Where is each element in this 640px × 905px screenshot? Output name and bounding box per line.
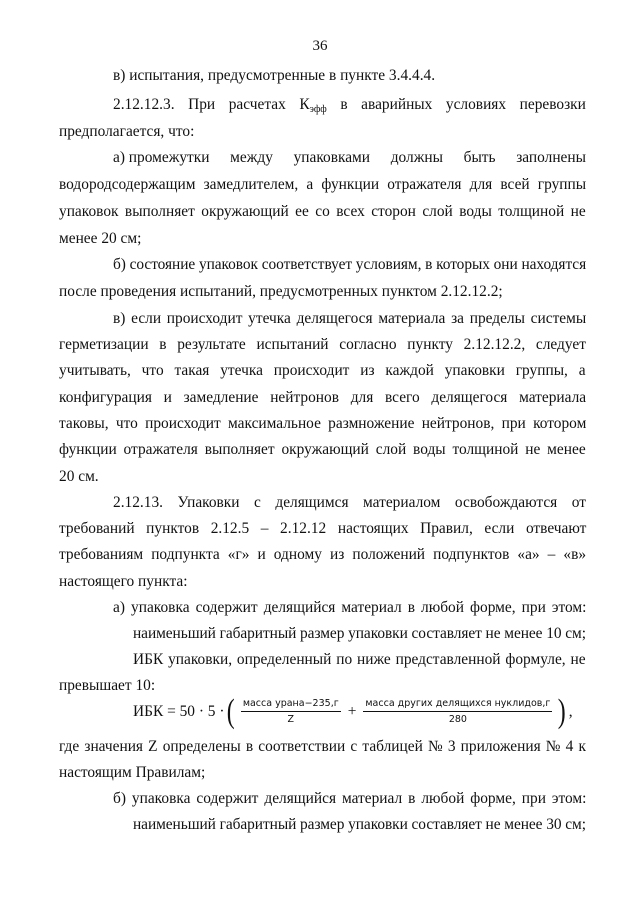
text-line: в) испытания, предусмотренные в пункте 3.4.4.4. xyxy=(113,67,436,84)
fraction-denominator: Z xyxy=(287,714,295,725)
text-line: где значения Z определены в соответствии с таблицей № 3 приложения № 4 к xyxy=(59,738,586,755)
k-eff-symbol: $К_{эфф}$ xyxy=(299,96,327,115)
fraction-uranium xyxy=(241,698,341,726)
item-a-first-line: а) промежутки между упаковками должны быть заполнены xyxy=(113,149,586,166)
text-line: превышает 10: xyxy=(59,677,156,694)
text-line: требованиям подпункта «г» и одному из положений подпунктов «а» – «в» xyxy=(59,546,587,563)
word: в xyxy=(340,96,348,113)
word: расчетах xyxy=(228,96,286,113)
right-paren: ) xyxy=(558,693,567,730)
text-line: герметизации в результате испытаний согласно пункту 2.12.12.2, следует xyxy=(59,336,586,353)
text-line: функции отражателя выполняет окружающий слой воды толщиной не менее xyxy=(59,441,586,458)
fraction-other-nuclides xyxy=(363,698,552,726)
text-line: б) состояние упаковок соответствует условиям, в которых они находятся xyxy=(113,256,587,273)
text-line: менее 20 см; xyxy=(59,230,142,247)
text-line: водородсодержащим замедлителем, а функции отражателя для всей группы xyxy=(59,176,587,193)
page-number: 36 xyxy=(312,38,328,54)
clause-number: 2.12.12.3. xyxy=(113,96,175,113)
text-line: б) упаковка содержит делящийся материал в любой форме, при этом: xyxy=(113,790,587,807)
word: перевозки xyxy=(519,96,586,113)
text-line: 2.12.13. Упаковки с делящимся материалом освобождаются от xyxy=(113,494,586,511)
text-line: в) если происходит утечка делящегося материала за пределы системы xyxy=(113,310,587,327)
text-line: конфигурация и замедление нейтронов для всего делящегося материала xyxy=(59,389,587,406)
text-line: требований пунктов 2.12.5 – 2.12.12 настоящих Правил, если отвечают xyxy=(59,520,587,537)
text-line: 20 см. xyxy=(59,468,99,485)
formula-tail: , xyxy=(568,703,573,720)
word: При xyxy=(188,96,216,113)
fraction-denominator: 280 xyxy=(448,714,467,725)
plus-sign: + xyxy=(347,703,357,720)
text-line: настоящего пункта: xyxy=(59,573,188,590)
word: условиях xyxy=(445,96,507,113)
clause-heading-line xyxy=(113,96,586,119)
text-line: а) упаковка содержит делящийся материал в любой форме, при этом: xyxy=(113,599,587,616)
text-line: наименьший габаритный размер упаковки составляет не менее 30 см; xyxy=(133,816,586,833)
formula-lhs: ИБК = 50 · 5 · xyxy=(133,703,225,720)
left-paren: ( xyxy=(227,693,236,730)
text-line: после проведения испытаний, предусмотренных пунктом 2.12.12.2; xyxy=(59,283,503,300)
text-line: предполагается, что: xyxy=(59,123,195,140)
text-line: учитывать, что такая утечка происходит из каждой упаковки группы, а xyxy=(59,362,586,379)
text-line: таковы, что происходит максимальное размножение нейтронов, при котором xyxy=(59,415,587,432)
word: аварийных xyxy=(361,96,433,113)
text-line: ИБК упаковки, определенный по ниже представленной формуле, не xyxy=(133,651,586,668)
text-line: упаковок выполняет окружающий ее со всех сторон слой воды толщиной не xyxy=(59,203,586,220)
fraction-numerator: масса урана−235,г xyxy=(241,698,341,712)
text-line: настоящим Правилам; xyxy=(59,764,206,781)
ibk-formula xyxy=(133,692,573,732)
fraction-numerator: масса других делящихся нуклидов,г xyxy=(363,698,552,712)
text-line: наименьший габаритный размер упаковки составляет не менее 10 см; xyxy=(133,625,586,642)
